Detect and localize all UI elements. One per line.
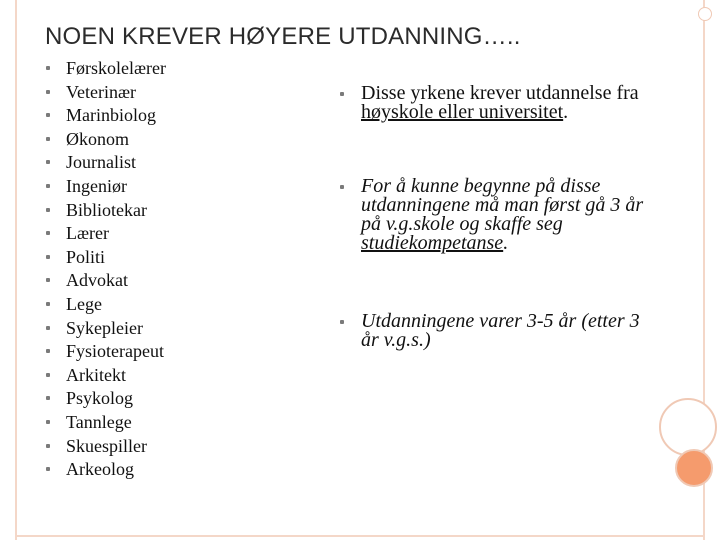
bullet-icon <box>46 326 50 330</box>
occupation-label: Journalist <box>66 152 136 173</box>
occupation-label: Psykolog <box>66 388 134 409</box>
bullet-icon <box>46 349 50 353</box>
bullet-icon <box>46 396 50 400</box>
occupation-item <box>46 435 166 459</box>
occupation-item <box>46 293 166 317</box>
bullet-icon <box>46 208 50 212</box>
bullet-icon <box>46 444 50 448</box>
bullet-icon <box>46 90 50 94</box>
bullet-icon <box>46 420 50 424</box>
occupation-label: Veterinær <box>66 81 136 102</box>
occupation-label: Ingeniør <box>66 175 127 196</box>
occupation-label: Tannlege <box>66 411 132 432</box>
info-text-underlined: studiekompetanse <box>361 232 504 254</box>
decorative-circle-filled <box>675 449 713 487</box>
occupation-item <box>46 340 166 364</box>
occupation-label: Lege <box>66 293 102 314</box>
occupation-label: Politi <box>66 246 106 267</box>
slide-frame-left <box>15 0 17 540</box>
occupation-label: Førskolelærer <box>66 58 166 78</box>
occupation-item <box>46 317 166 341</box>
bullet-icon <box>340 185 344 189</box>
info-point-education <box>340 84 651 122</box>
decorative-circle-outline <box>659 398 717 456</box>
info-text: Utdanningene varer 3-5 år (etter 3 år v.g.s.) <box>361 310 640 351</box>
bullet-icon <box>340 320 344 324</box>
occupation-item <box>46 246 166 270</box>
occupation-item <box>46 128 166 152</box>
occupation-item <box>46 269 166 293</box>
bullet-icon <box>46 373 50 377</box>
occupation-item <box>46 151 166 175</box>
occupation-label: Arkeolog <box>66 459 134 480</box>
slide-frame-bottom <box>15 535 705 537</box>
occupation-label: Arkitekt <box>66 364 126 385</box>
occupation-item <box>46 411 166 435</box>
occupation-item <box>46 81 166 105</box>
occupation-item <box>46 458 166 482</box>
occupation-item <box>46 175 166 199</box>
occupation-label: Sykepleier <box>66 317 143 338</box>
occupation-label: Bibliotekar <box>66 199 147 220</box>
info-text-end: . <box>563 101 569 123</box>
occupation-list <box>46 57 166 482</box>
info-text-underlined: høyskole eller universitet <box>361 101 564 123</box>
bullet-icon <box>46 467 50 471</box>
info-text-end: . <box>503 232 509 254</box>
occupation-item <box>46 199 166 223</box>
bullet-icon <box>46 66 50 70</box>
occupation-item <box>46 222 166 246</box>
info-text: Disse yrkene krever utdannelse fra <box>361 82 639 104</box>
occupation-label: Advokat <box>66 270 128 291</box>
occupation-label: Fysioterapeut <box>66 341 164 362</box>
info-point-requirements <box>340 177 651 253</box>
info-point-duration <box>340 312 651 350</box>
info-text: For å kunne begynne på disse utdanningene må man først gå 3 år på v.g.skole og skaffe seg <box>361 175 644 235</box>
occupation-item <box>46 364 166 388</box>
bullet-icon <box>46 137 50 141</box>
occupation-label: Skuespiller <box>66 435 147 456</box>
bullet-icon <box>46 113 50 117</box>
occupation-item <box>46 387 166 411</box>
bullet-icon <box>46 302 50 306</box>
bullet-icon <box>46 231 50 235</box>
occupation-label: Økonom <box>66 128 129 149</box>
decorative-circle-small <box>698 7 712 21</box>
bullet-icon <box>46 160 50 164</box>
occupation-label: Marinbiolog <box>66 105 156 126</box>
bullet-icon <box>46 255 50 259</box>
bullet-icon <box>46 184 50 188</box>
occupation-item <box>46 57 166 81</box>
occupation-item <box>46 104 166 128</box>
occupation-label: Lærer <box>66 223 109 244</box>
bullet-icon <box>46 278 50 282</box>
bullet-icon <box>340 92 344 96</box>
slide-title: NOEN KREVER HØYERE UTDANNING….. <box>45 23 521 50</box>
